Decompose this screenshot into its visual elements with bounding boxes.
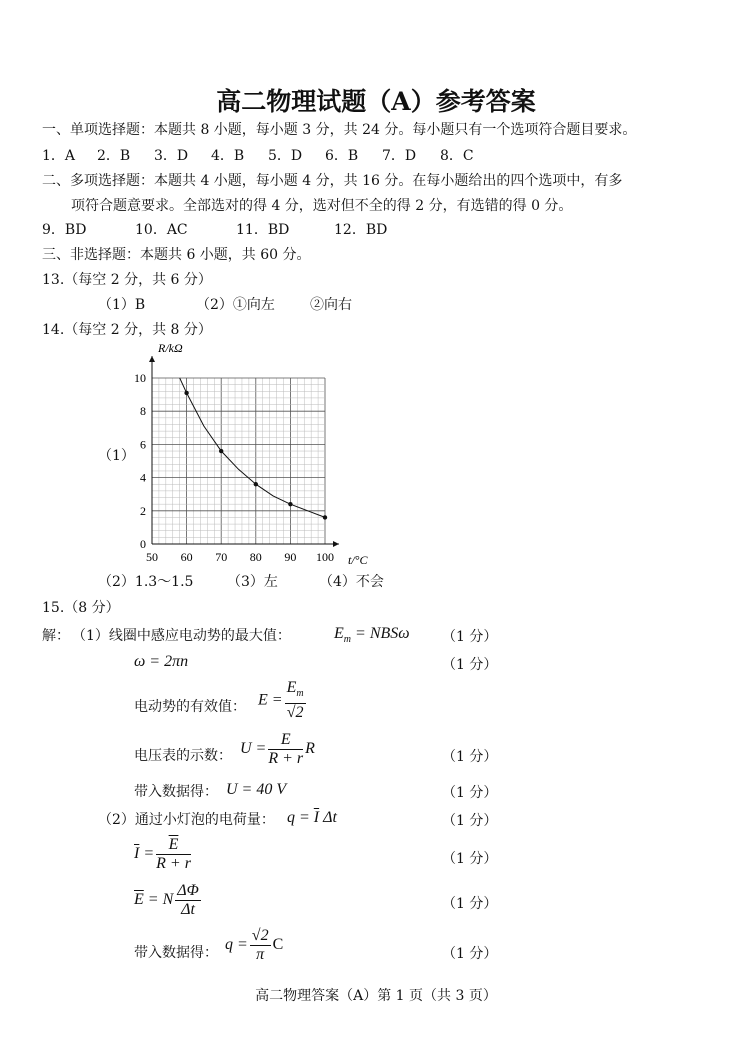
chart-grid: [152, 378, 325, 544]
q15-line3-equation: E = $\frac{E_m}{√2}$: [258, 679, 304, 722]
q13-header: 13.（每空 2 分，共 6 分）: [42, 272, 212, 288]
q15-line4-equation: U = $\frac{E}{R + r}$ R: [240, 731, 315, 767]
mc-answer-7: 7．D: [382, 148, 417, 164]
resistance-temperature-chart: [130, 338, 380, 570]
q13-answer-2: （2）①向左: [196, 297, 275, 313]
mc-answer-5: 5．D: [268, 148, 303, 164]
x-tick-label: 90: [284, 550, 297, 564]
q15-jie: 解：: [42, 628, 70, 644]
q15-line5-equation: U = 40 V: [226, 781, 287, 798]
q14-answer-4: （4）不会: [319, 574, 384, 590]
section1-heading: 一、单项选择题：本题共 8 小题，每小题 3 分，共 24 分。每小题只有一个选项符合题目要求。: [42, 122, 637, 138]
mc-answer-4: 4．B: [211, 148, 245, 164]
section2-heading-line1: 二、多项选择题：本题共 4 小题，每小题 4 分，共 16 分。在每小题给出的四个选项中，有多: [42, 173, 623, 189]
mc-answer-8: 8．C: [440, 148, 474, 164]
y-tick-label: 4: [140, 470, 146, 485]
q13-answer-3: ②向右: [310, 297, 352, 313]
q15-line4-text: 电压表的示数：: [134, 748, 232, 764]
q15-line9-points: （1 分）: [442, 946, 498, 962]
y-tick-label: 8: [140, 404, 146, 419]
q15-line4-points: （1 分）: [442, 749, 498, 765]
data-point: [254, 482, 258, 486]
mc-answer-1: 1．A: [42, 148, 76, 164]
page-title: 高二物理试题（A）参考答案: [216, 87, 536, 116]
page-footer: 高二物理答案（A）第 1 页（共 3 页）: [255, 988, 497, 1004]
mc-answer-3: 3．D: [154, 148, 189, 164]
multi-answer-10: 10．AC: [135, 222, 188, 238]
x-tick-label: 50: [146, 550, 158, 564]
q14-answer-3: （3）左: [227, 574, 278, 590]
q15-line3-text: 电动势的有效值：: [134, 699, 246, 715]
q14-answer-2: （2）1.3～1.5: [98, 574, 194, 590]
x-tick-label: 70: [215, 550, 228, 564]
q15-line7-equation: $\overline{I}$ = $\frac{\overline{E}}{R + r}$: [134, 836, 191, 872]
y-axis-arrow: [149, 356, 155, 362]
q15-line9-equation: q = $\frac{√2}{\pi}$ C: [225, 927, 284, 963]
q15-line1-text: （1）线圈中感应电动势的最大值：: [72, 628, 291, 644]
q15-line6-equation: $q = \overline{I}$ Δt: [287, 809, 337, 826]
q15-header: 15.（8 分）: [42, 600, 120, 616]
multi-answer-9: 9．BD: [42, 222, 87, 238]
q15-line5-text: 带入数据得：: [134, 784, 218, 800]
x-tick-label: 60: [180, 550, 193, 564]
q15-line8-points: （1 分）: [442, 896, 498, 912]
q15-line1-equation: $E_m = NBS\omega$: [334, 625, 410, 646]
q15-line1-points: （1 分）: [442, 629, 498, 645]
q15-line9-text: 带入数据得：: [134, 945, 218, 961]
y-tick-label: 0: [140, 537, 146, 551]
chart-fit-curve: [180, 378, 325, 517]
mc-answer-2: 2．B: [97, 148, 131, 164]
data-point: [184, 391, 188, 395]
chart-y-axis-label: R/kΩ: [158, 341, 183, 355]
q15-line7-points: （1 分）: [442, 851, 498, 867]
x-tick-label: 100: [316, 550, 334, 564]
y-tick-label: 2: [140, 503, 146, 518]
x-tick-label: 80: [249, 550, 262, 564]
y-tick-label: 10: [134, 371, 146, 385]
q15-line6-points: （1 分）: [442, 813, 498, 829]
q15-line6-text: （2）通过小灯泡的电荷量：: [98, 812, 275, 828]
q14-header: 14.（每空 2 分，共 8 分）: [42, 322, 212, 338]
section3-heading: 三、非选择题：本题共 6 小题，共 60 分。: [42, 247, 311, 263]
q14-part1-label: （1）: [98, 448, 135, 464]
x-axis-arrow: [333, 541, 339, 547]
q13-answer-1: （1）B: [98, 297, 146, 313]
data-point: [323, 515, 327, 519]
multi-answer-12: 12．BD: [334, 222, 388, 238]
q15-line2-equation: ω = 2πn: [134, 653, 189, 670]
q15-line2-points: （1 分）: [442, 657, 498, 673]
mc-answer-6: 6．B: [325, 148, 359, 164]
q15-line5-points: （1 分）: [442, 785, 498, 801]
data-point: [219, 449, 223, 453]
multi-answer-11: 11．BD: [236, 222, 290, 238]
section2-heading-line2: 项符合题意要求。全部选对的得 4 分，选对但不全的得 2 分，有选错的得 0 分。: [71, 198, 573, 214]
data-point: [288, 502, 292, 506]
y-tick-label: 6: [140, 437, 146, 452]
q15-line8-equation: $\overline{E} = N$ $\frac{\Delta\Phi}{\Delta t}$: [134, 882, 199, 918]
chart-x-axis-label: t/°C: [348, 553, 368, 567]
